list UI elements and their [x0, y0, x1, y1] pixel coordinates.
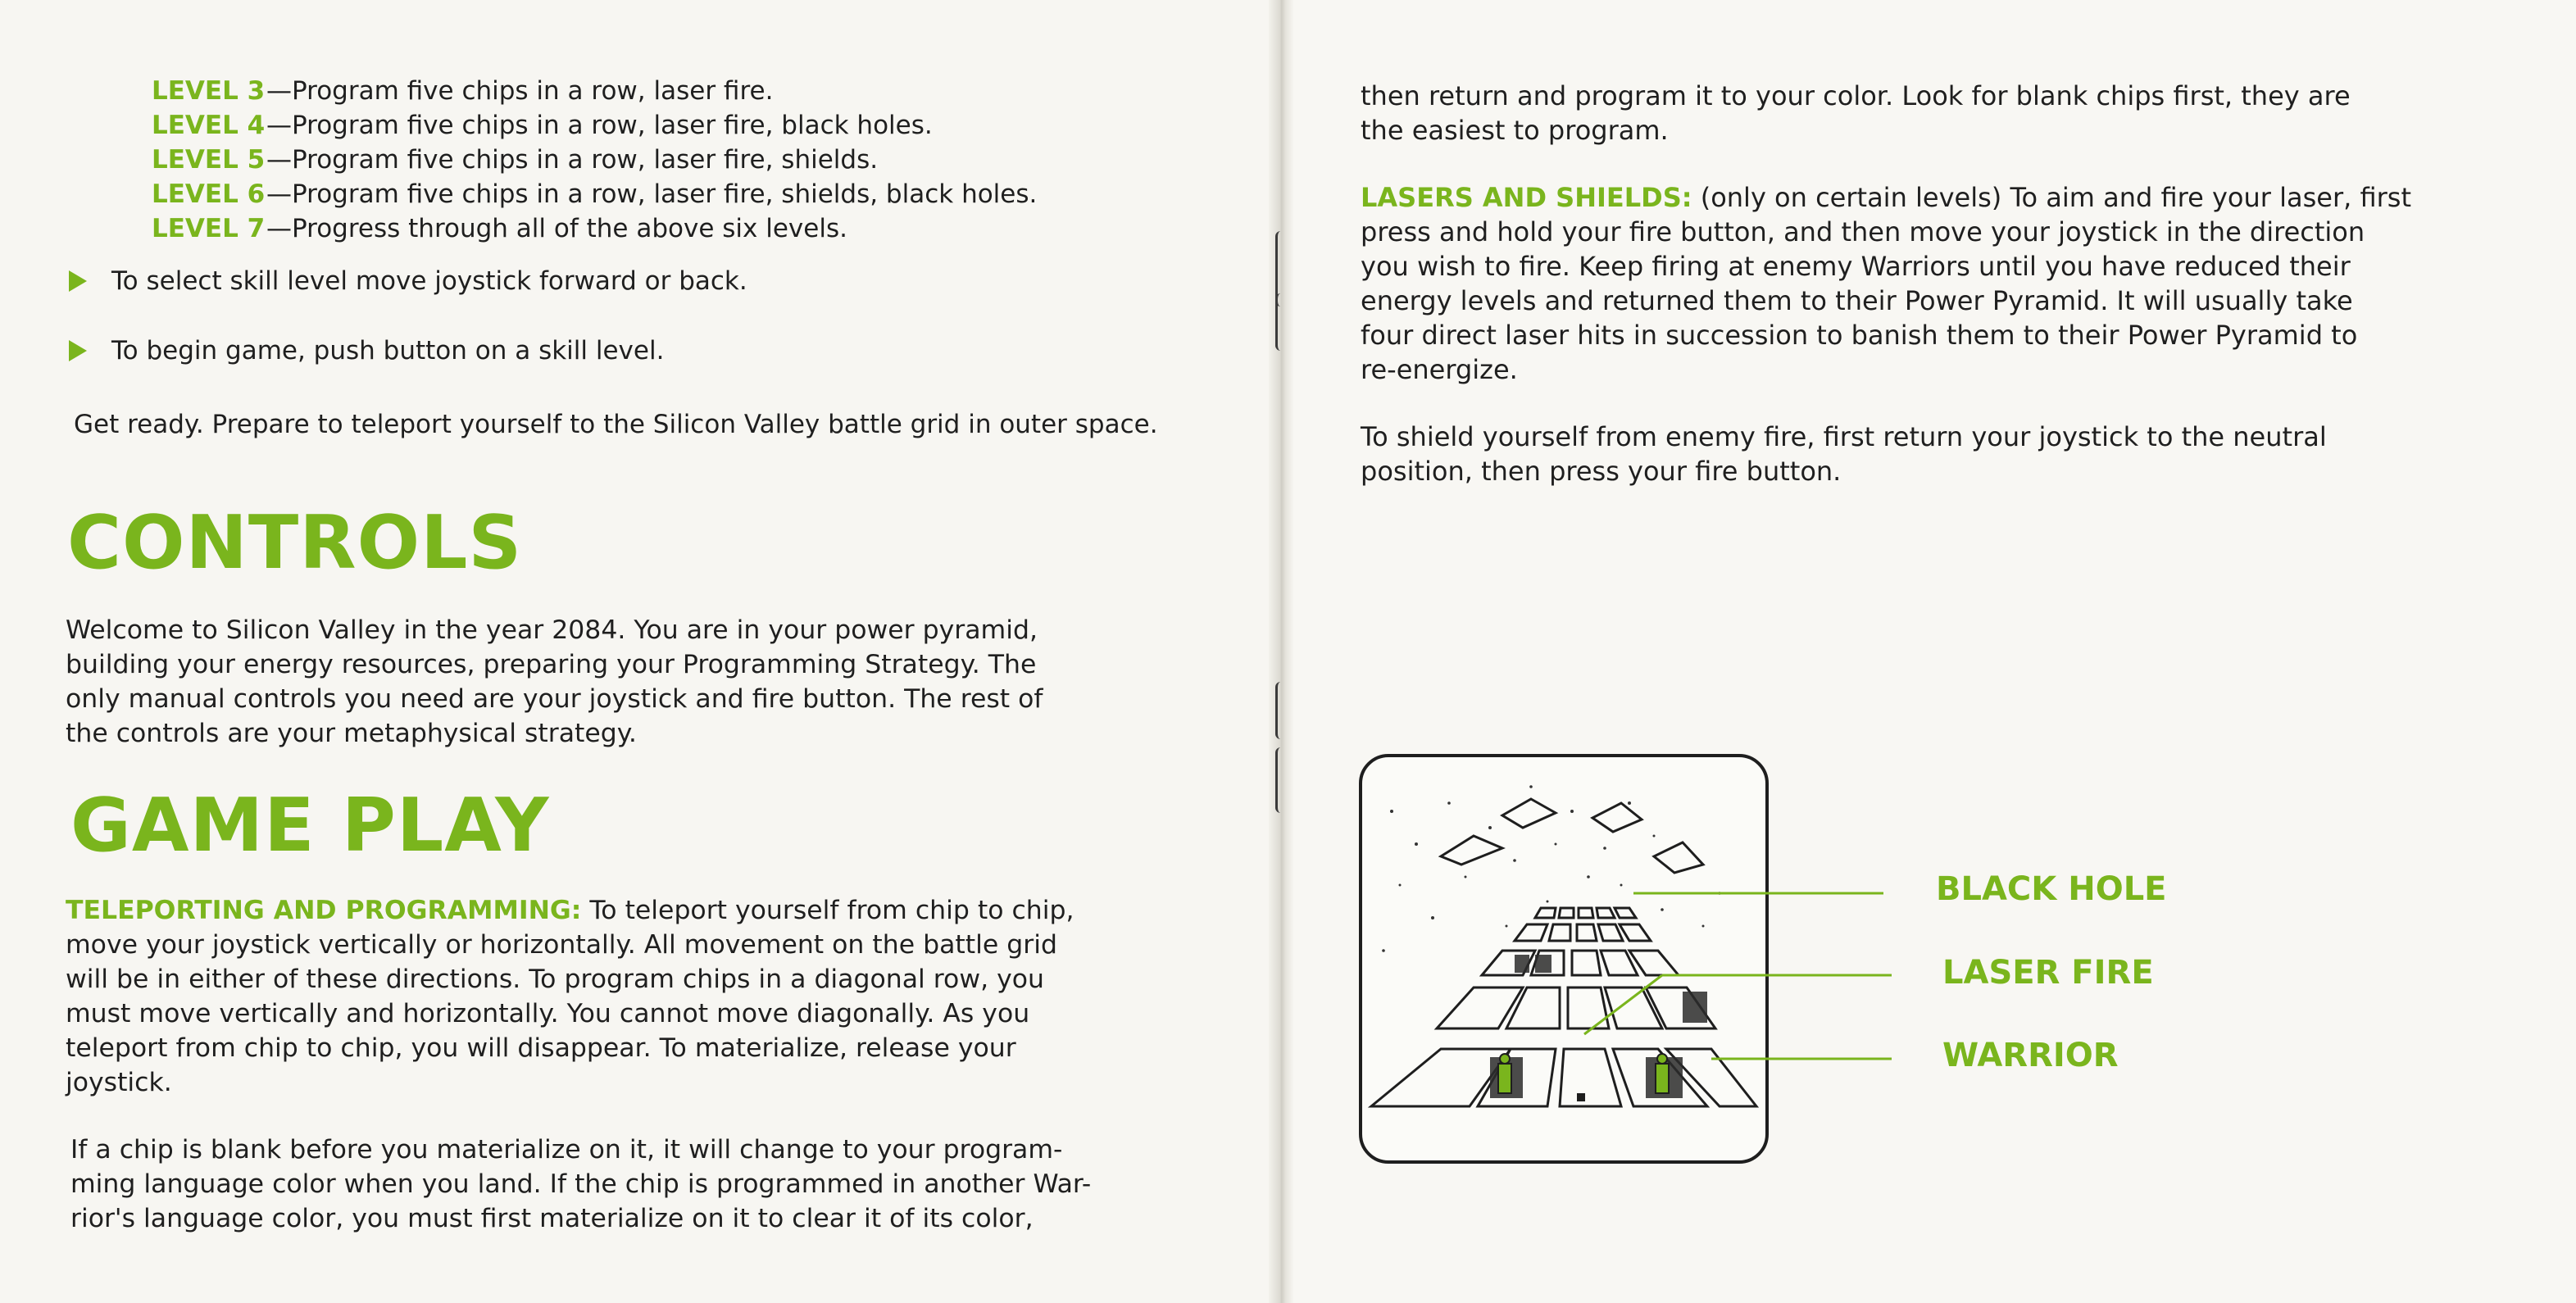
paragraph-line: joystick.	[66, 1068, 172, 1097]
paragraph-line: the easiest to program.	[1361, 115, 1669, 146]
controls-heading: CONTROLS	[67, 500, 523, 586]
skill-levels-list	[152, 74, 1037, 246]
level-text: —Program five chips in a row, laser fire.	[266, 76, 774, 106]
paragraph-line: move your joystick vertically or horizontally. All movement on the battle grid	[66, 930, 1057, 960]
bullet-text: To select skill level move joystick forward or back.	[111, 266, 747, 296]
level-row	[152, 177, 1037, 211]
bullet-begin-game	[69, 336, 664, 365]
level-row	[152, 143, 1037, 177]
get-ready-text: Get ready. Prepare to teleport yourself to the Silicon Valley battle grid in outer space.	[74, 410, 1158, 439]
paragraph-line	[66, 893, 1074, 928]
level-row	[152, 211, 1037, 246]
paragraph-text: (only on certain levels) To aim and fire your laser, first	[1692, 182, 2411, 213]
paragraph-line: energy levels and returned them to their Power Pyramid. It will usually take	[1361, 285, 2353, 316]
paragraph-line: press and hold your fire button, and then move your joystick in the direction	[1361, 216, 2365, 247]
paragraph-line: To shield yourself from enemy fire, first return your joystick to the neutral	[1361, 421, 2327, 452]
level-text: —Program five chips in a row, laser fire, shields.	[266, 145, 879, 175]
level-text: —Program five chips in a row, laser fire, shields, black holes.	[266, 179, 1038, 209]
level-label: LEVEL 5	[152, 145, 266, 175]
level-label: LEVEL 7	[152, 214, 266, 243]
level-text: —Progress through all of the above six levels.	[266, 214, 847, 243]
level-row	[152, 74, 1037, 108]
level-label: LEVEL 4	[152, 111, 266, 140]
level-label: LEVEL 6	[152, 179, 266, 209]
paragraph-line: rior's language color, you must first materialize on it to clear it of its color,	[70, 1204, 1034, 1233]
shield-paragraph	[1361, 420, 2327, 488]
game-play-heading: GAME PLAY	[70, 783, 550, 869]
bullet-arrow-icon	[69, 340, 87, 361]
paragraph-line: the controls are your metaphysical strategy.	[66, 719, 637, 748]
paragraph-line	[1361, 180, 2411, 215]
lasers-shields-subheading: LASERS AND SHIELDS:	[1361, 182, 1692, 213]
paragraph-line: teleport from chip to chip, you will disappear. To materialize, release your	[66, 1033, 1016, 1063]
controls-paragraph	[66, 613, 1043, 751]
paragraph-line: ming language color when you land. If the chip is programmed in another War-	[70, 1169, 1092, 1199]
level-row	[152, 108, 1037, 143]
lasers-shields-paragraph	[1361, 180, 2411, 387]
staple-bottom-lower	[1275, 747, 1286, 813]
paragraph-line: will be in either of these directions. To program chips in a diagonal row, you	[66, 965, 1044, 994]
bullet-select-level	[69, 266, 747, 296]
paragraph-text: To teleport yourself from chip to chip,	[581, 896, 1074, 925]
staple-top-lower	[1275, 293, 1286, 351]
book-gutter	[1269, 0, 1293, 1303]
paragraph-line: must move vertically and horizontally. You cannot move diagonally. As you	[66, 999, 1030, 1028]
paragraph-line: four direct laser hits in succession to banish them to their Power Pyramid to	[1361, 320, 2358, 351]
teleporting-paragraph	[66, 893, 1074, 1100]
warrior-label: WARRIOR	[1942, 1037, 2119, 1074]
paragraph-line: you wish to fire. Keep firing at enemy Warriors until you have reduced their	[1361, 251, 2351, 282]
staple-bottom	[1275, 682, 1286, 739]
bullet-arrow-icon	[69, 270, 87, 292]
black-hole-label: BLACK HOLE	[1936, 870, 2167, 908]
teleporting-subheading: TELEPORTING AND PROGRAMMING:	[66, 896, 582, 925]
blank-chip-paragraph	[70, 1133, 1091, 1236]
level-text: —Program five chips in a row, laser fire, black holes.	[266, 111, 933, 140]
paragraph-line: position, then press your fire button.	[1361, 456, 1842, 487]
paragraph-line: Welcome to Silicon Valley in the year 2084. You are in your power pyramid,	[66, 615, 1038, 645]
bullet-text: To begin game, push button on a skill level.	[111, 336, 665, 365]
paragraph-line: building your energy resources, preparing your Programming Strategy. The	[66, 650, 1037, 679]
paragraph-line: only manual controls you need are your joystick and fire button. The rest of	[66, 684, 1043, 714]
paragraph-line: re-energize.	[1361, 354, 1518, 385]
laser-fire-callout	[1584, 975, 1662, 1034]
level-label: LEVEL 3	[152, 76, 266, 106]
chip-continue-paragraph	[1361, 79, 2351, 148]
paragraph-line: If a chip is blank before you materialize on it, it will change to your program-	[70, 1135, 1063, 1165]
laser-fire-label: LASER FIRE	[1942, 954, 2154, 992]
paragraph-line: then return and program it to your color. Look for blank chips first, they are	[1361, 80, 2351, 111]
